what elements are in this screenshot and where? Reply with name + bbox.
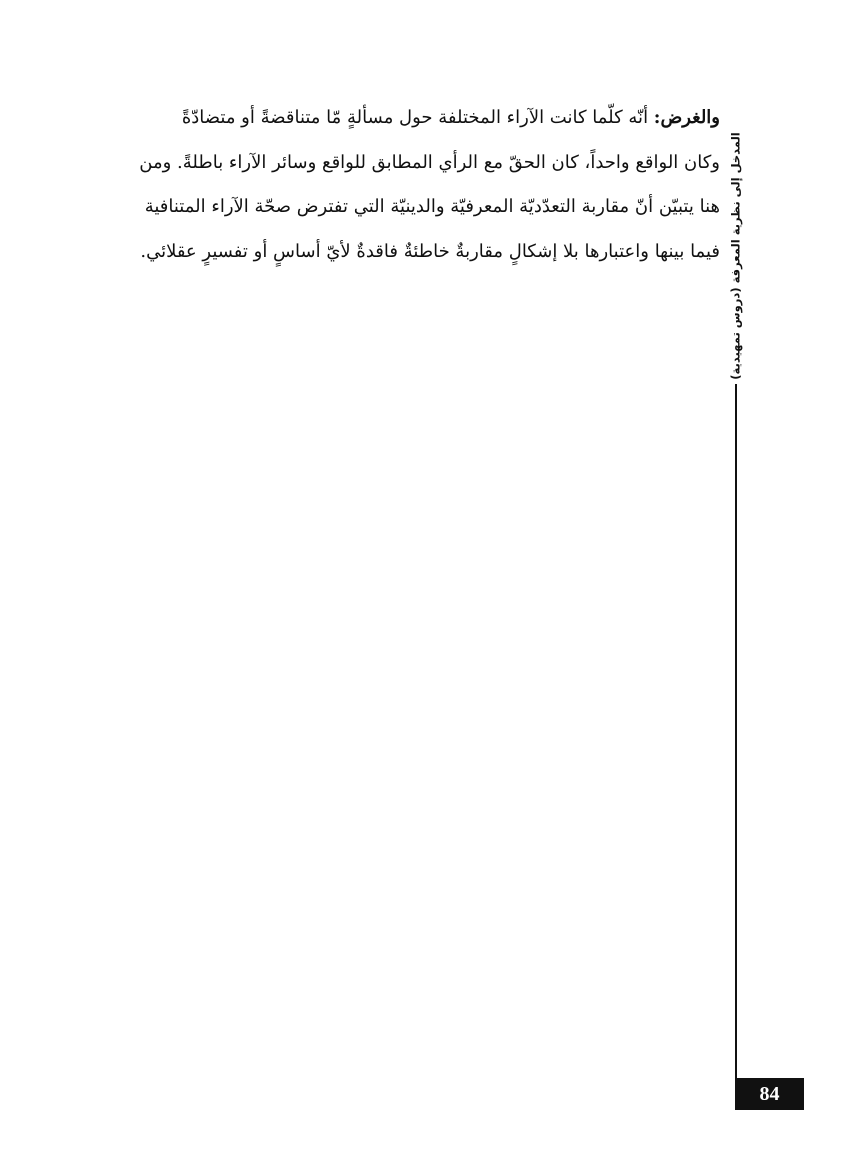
paragraph-line-3: هنا يتبيّن أنّ مقاربة التعدّديّة المعرفيّة والدينيّة التي تفترض صحّة الآراء المتنافية [144,196,720,217]
body-paragraph [100,96,720,274]
paragraph-lead: والغرض: [653,107,720,128]
page-number-badge [735,1078,804,1110]
paragraph-line-4: فيما بينها واعتبارها بلا إشكالٍ مقاربةٌ خاطئةٌ فاقدةٌ لأيّ أساسٍ أو تفسيرٍ عقلائي. [140,240,720,262]
paragraph-line-2: وكان الواقع واحداً، كان الحقّ مع الرأي المطابق للواقع وسائر الآراء باطلةً. ومن [139,151,720,173]
running-title: المدخل إلى نظرية المعرفة (دروس تمهيدية) [729,132,743,380]
paragraph-line-1-text: أنّه كلّما كانت الآراء المختلفة حول مسألةٍ مّا متناقضةً أو متضادّةً [181,107,654,128]
page-number: 84 [759,1082,780,1105]
running-title-container [716,132,756,380]
paragraph-line-1 [100,96,720,141]
margin-rule [735,384,737,1078]
